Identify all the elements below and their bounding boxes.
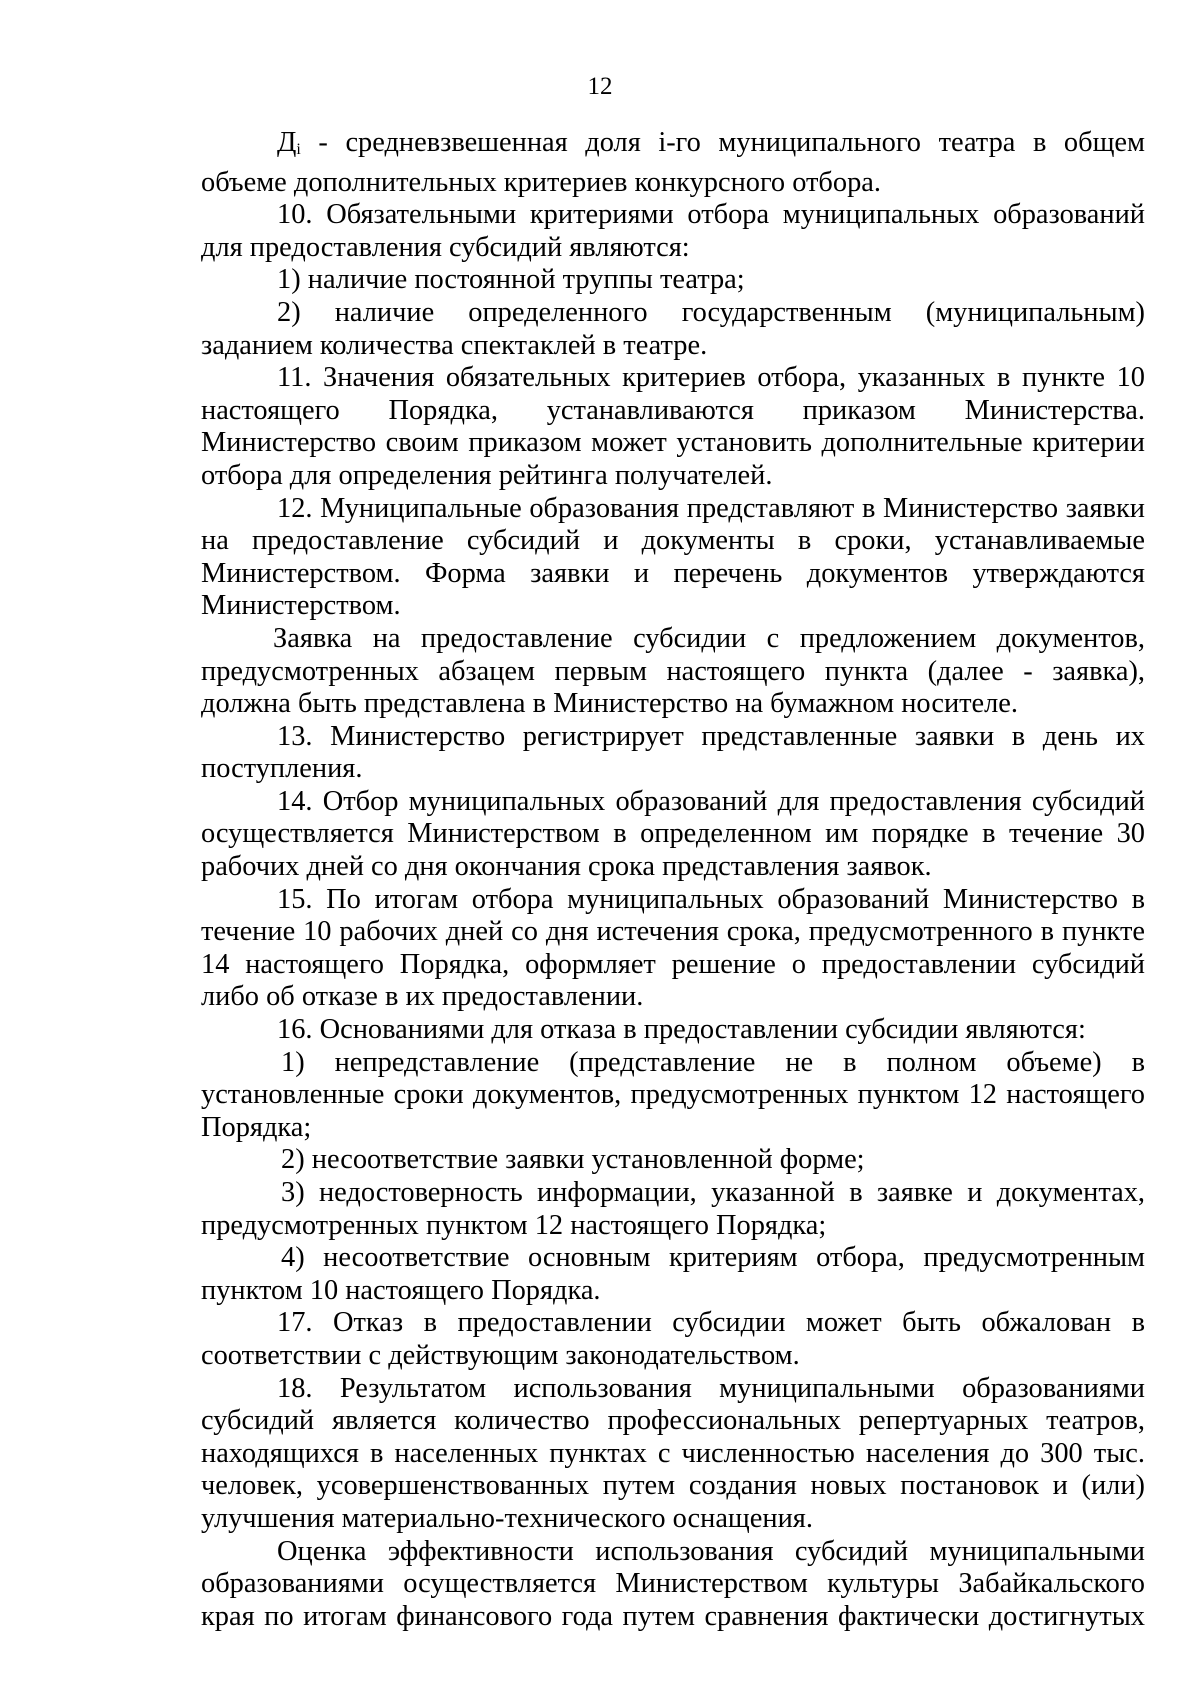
paragraph-clause-13: 13. Министерство регистрирует представленные заявки в день их поступления. xyxy=(201,720,1145,785)
paragraph-clause-11: 11. Значения обязательных критериев отбора, указанных в пункте 10 настоящего Порядка, устанавливаются приказом Министерства. Министерство своим приказом может установить дополнительные критерии отбора для определения рейтинга получателей. xyxy=(201,362,1145,491)
paragraph-clause-12: 12. Муниципальные образования представляют в Министерство заявки на предоставление субсидий и документы в сроки, устанавливаемые Министерством. Форма заявки и перечень документов утверждаются Министерством. xyxy=(201,492,1145,622)
paragraph-clause-16-item-2: 2) несоответствие заявки установленной форме; xyxy=(281,1144,865,1176)
paragraph-weighted-share-definition xyxy=(201,127,1145,199)
paragraph-clause-10-item-2: 2) наличие определенного государственным (муниципальным) заданием количества спектаклей в театре. xyxy=(201,296,1145,361)
page-number: 12 xyxy=(587,73,613,100)
paragraph-effectiveness-evaluation: Оценка эффективности использования субсидий муниципальными образованиями осуществляется Министерством культуры Забайкальского края по итогам финансового года путем сравнения фактически достигнутых xyxy=(201,1535,1145,1632)
paragraph-clause-10-item-1: 1) наличие постоянной труппы театра; xyxy=(277,264,745,296)
variable-subscript: i xyxy=(296,141,301,158)
paragraph-clause-18: 18. Результатом использования муниципальными образованиями субсидий является количество профессиональных репертуарных театров, находящихся в населенных пунктах с численностью населения до 300 тыс. человек, усовершенствованных путем создания новых постановок и (или) улучшения материально-технического оснащения. xyxy=(201,1372,1145,1534)
paragraph-clause-16-item-1: 1) непредставление (представление не в полном объеме) в установленные сроки документов, предусмотренных пунктом 12 настоящего Порядка; xyxy=(201,1046,1145,1143)
paragraph-clause-15: 15. По итогам отбора муниципальных образований Министерство в течение 10 рабочих дней со дня истечения срока, предусмотренного в пункте 14 настоящего Порядка, оформляет решение о предоставлении субсидий либо об отказе в их предоставлении. xyxy=(201,883,1145,1013)
paragraph-clause-17: 17. Отказ в предоставлении субсидии может быть обжалован в соответствии с действующим законодательством. xyxy=(201,1307,1145,1371)
document-body xyxy=(201,127,1145,1633)
paragraph-clause-16-item-3: 3) недостоверность информации, указанной в заявке и документах, предусмотренных пунктом 12 настоящего Порядка; xyxy=(201,1177,1145,1241)
paragraph-clause-16-item-4: 4) несоответствие основным критериям отбора, предусмотренным пунктом 10 настоящего Порядка. xyxy=(201,1242,1145,1306)
variable-symbol: Д xyxy=(277,127,297,158)
paragraph-clause-16: 16. Основаниями для отказа в предоставлении субсидии являются: xyxy=(277,1014,1086,1046)
paragraph-clause-14: 14. Отбор муниципальных образований для предоставления субсидий осуществляется Министерством в определенном им порядке в течение 30 рабочих дней со дня окончания срока представления заявок. xyxy=(201,785,1145,883)
paragraph-clause-10: 10. Обязательными критериями отбора муниципальных образований для предоставления субсидий являются: xyxy=(201,199,1145,263)
paragraph-text: - средневзвешенная доля i-го муниципального театра в общем объеме дополнительных критериев конкурсного отбора. xyxy=(201,127,1145,198)
paragraph-clause-12-application: Заявка на предоставление субсидии с предложением документов, предусмотренных абзацем первым настоящего пункта (далее - заявка), должна быть представлена в Министерство на бумажном носителе. xyxy=(201,622,1145,720)
